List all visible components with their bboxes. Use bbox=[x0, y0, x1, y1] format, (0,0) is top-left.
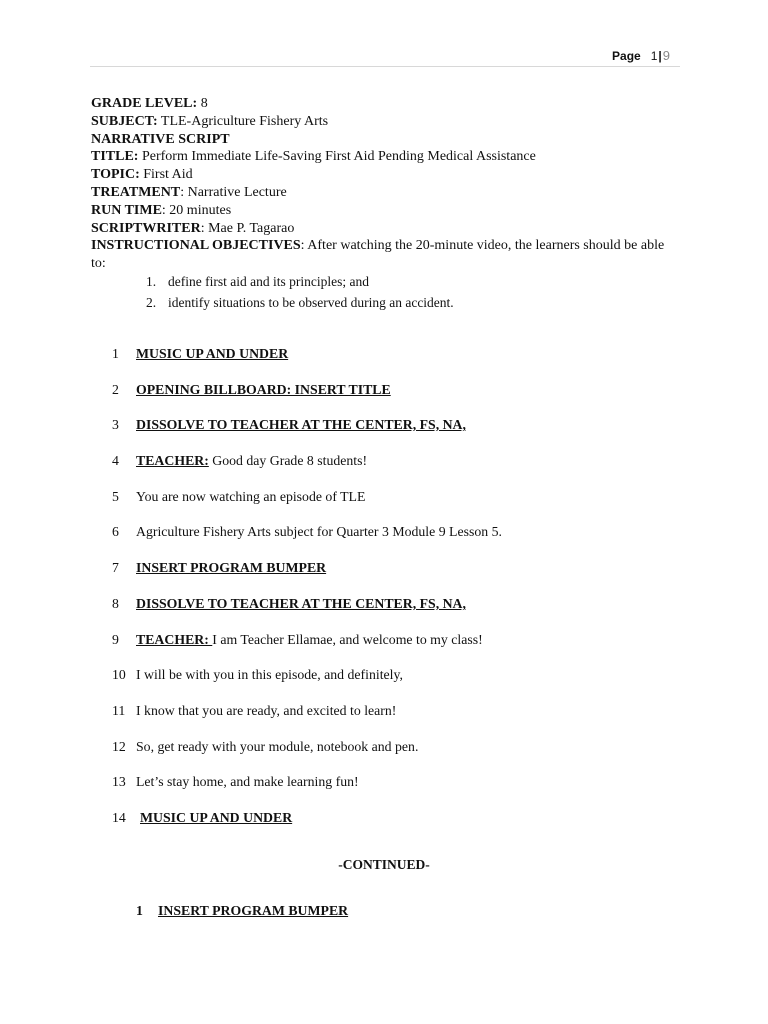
script-line: 13 Let’s stay home, and make learning fun! bbox=[112, 774, 359, 789]
script-metadata bbox=[91, 95, 671, 273]
page-number-indicator bbox=[612, 48, 670, 63]
scriptwriter-row: SCRIPTWRITER: Mae P. Tagarao bbox=[91, 220, 295, 236]
script-line: 7 INSERT PROGRAM BUMPER bbox=[112, 560, 327, 575]
line-number: 9 bbox=[112, 632, 119, 647]
narrative-script-row: NARRATIVE SCRIPT bbox=[91, 131, 230, 147]
line-number: 2 bbox=[112, 382, 119, 397]
topic-row: TOPIC: First Aid bbox=[91, 167, 193, 183]
title-row: TITLE: Perform Immediate Life-Saving First Aid Pending Medical Assistance bbox=[91, 149, 536, 165]
script-line: 5 You are now watching an episode of TLE bbox=[112, 489, 366, 504]
page-total: 9 bbox=[662, 48, 670, 63]
script-line: 9 TEACHER: I am Teacher Ellamae, and welcome to my class! bbox=[112, 632, 483, 647]
script-line: 4 TEACHER: Good day Grade 8 students! bbox=[112, 453, 368, 468]
script-line: 12 So, get ready with your module, notebook and pen. bbox=[112, 739, 419, 754]
line-number: 11 bbox=[112, 703, 126, 718]
script-line: 10 I will be with you in this episode, and definitely, bbox=[112, 667, 403, 682]
line-number: 1 bbox=[136, 903, 143, 918]
treatment-row: TREATMENT: Narrative Lecture bbox=[91, 184, 287, 200]
line-number: 6 bbox=[112, 524, 119, 539]
line-number: 4 bbox=[112, 453, 119, 468]
grade-level-row: GRADE LEVEL: 8 bbox=[91, 96, 208, 111]
continued-marker: -CONTINUED- bbox=[338, 857, 430, 872]
line-number: 5 bbox=[112, 489, 119, 504]
page-separator: | bbox=[658, 49, 662, 63]
page-label: Page bbox=[612, 49, 641, 63]
line-number: 8 bbox=[112, 596, 119, 611]
run-time-row: RUN TIME: 20 minutes bbox=[91, 202, 232, 218]
script-line: 3 DISSOLVE TO TEACHER AT THE CENTER, FS, NA, bbox=[112, 417, 466, 432]
objectives-list bbox=[146, 272, 454, 313]
script-line: 6 Agriculture Fishery Arts subject for Quarter 3 Module 9 Lesson 5. bbox=[112, 524, 502, 539]
script-line: 14 MUSIC UP AND UNDER bbox=[112, 810, 293, 825]
line-number: 1 bbox=[112, 346, 119, 361]
script-line: 1 MUSIC UP AND UNDER bbox=[112, 346, 289, 361]
line-number: 14 bbox=[112, 810, 126, 825]
list-item: 2. identify situations to be observed during an accident. bbox=[146, 294, 454, 310]
script-line: 2 OPENING BILLBOARD: INSERT TITLE bbox=[112, 382, 391, 397]
line-number: 3 bbox=[112, 417, 119, 432]
next-page-script-line: 1 INSERT PROGRAM BUMPER bbox=[136, 903, 349, 918]
page-header bbox=[90, 44, 680, 67]
script-line: 11 I know that you are ready, and excited to learn! bbox=[112, 703, 397, 718]
line-number: 7 bbox=[112, 560, 119, 575]
list-item: 1. define first aid and its principles; and bbox=[146, 274, 369, 289]
line-number: 12 bbox=[112, 739, 126, 754]
subject-row: SUBJECT: TLE-Agriculture Fishery Arts bbox=[91, 113, 329, 129]
line-number: 10 bbox=[112, 667, 126, 682]
line-number: 13 bbox=[112, 774, 126, 789]
script-line: 8 DISSOLVE TO TEACHER AT THE CENTER, FS, NA, bbox=[112, 596, 466, 611]
instructional-objectives-row: INSTRUCTIONAL OBJECTIVES: After watching the 20-minute video, the learners should be able to: bbox=[91, 238, 665, 272]
page-number: 1 bbox=[650, 49, 658, 63]
